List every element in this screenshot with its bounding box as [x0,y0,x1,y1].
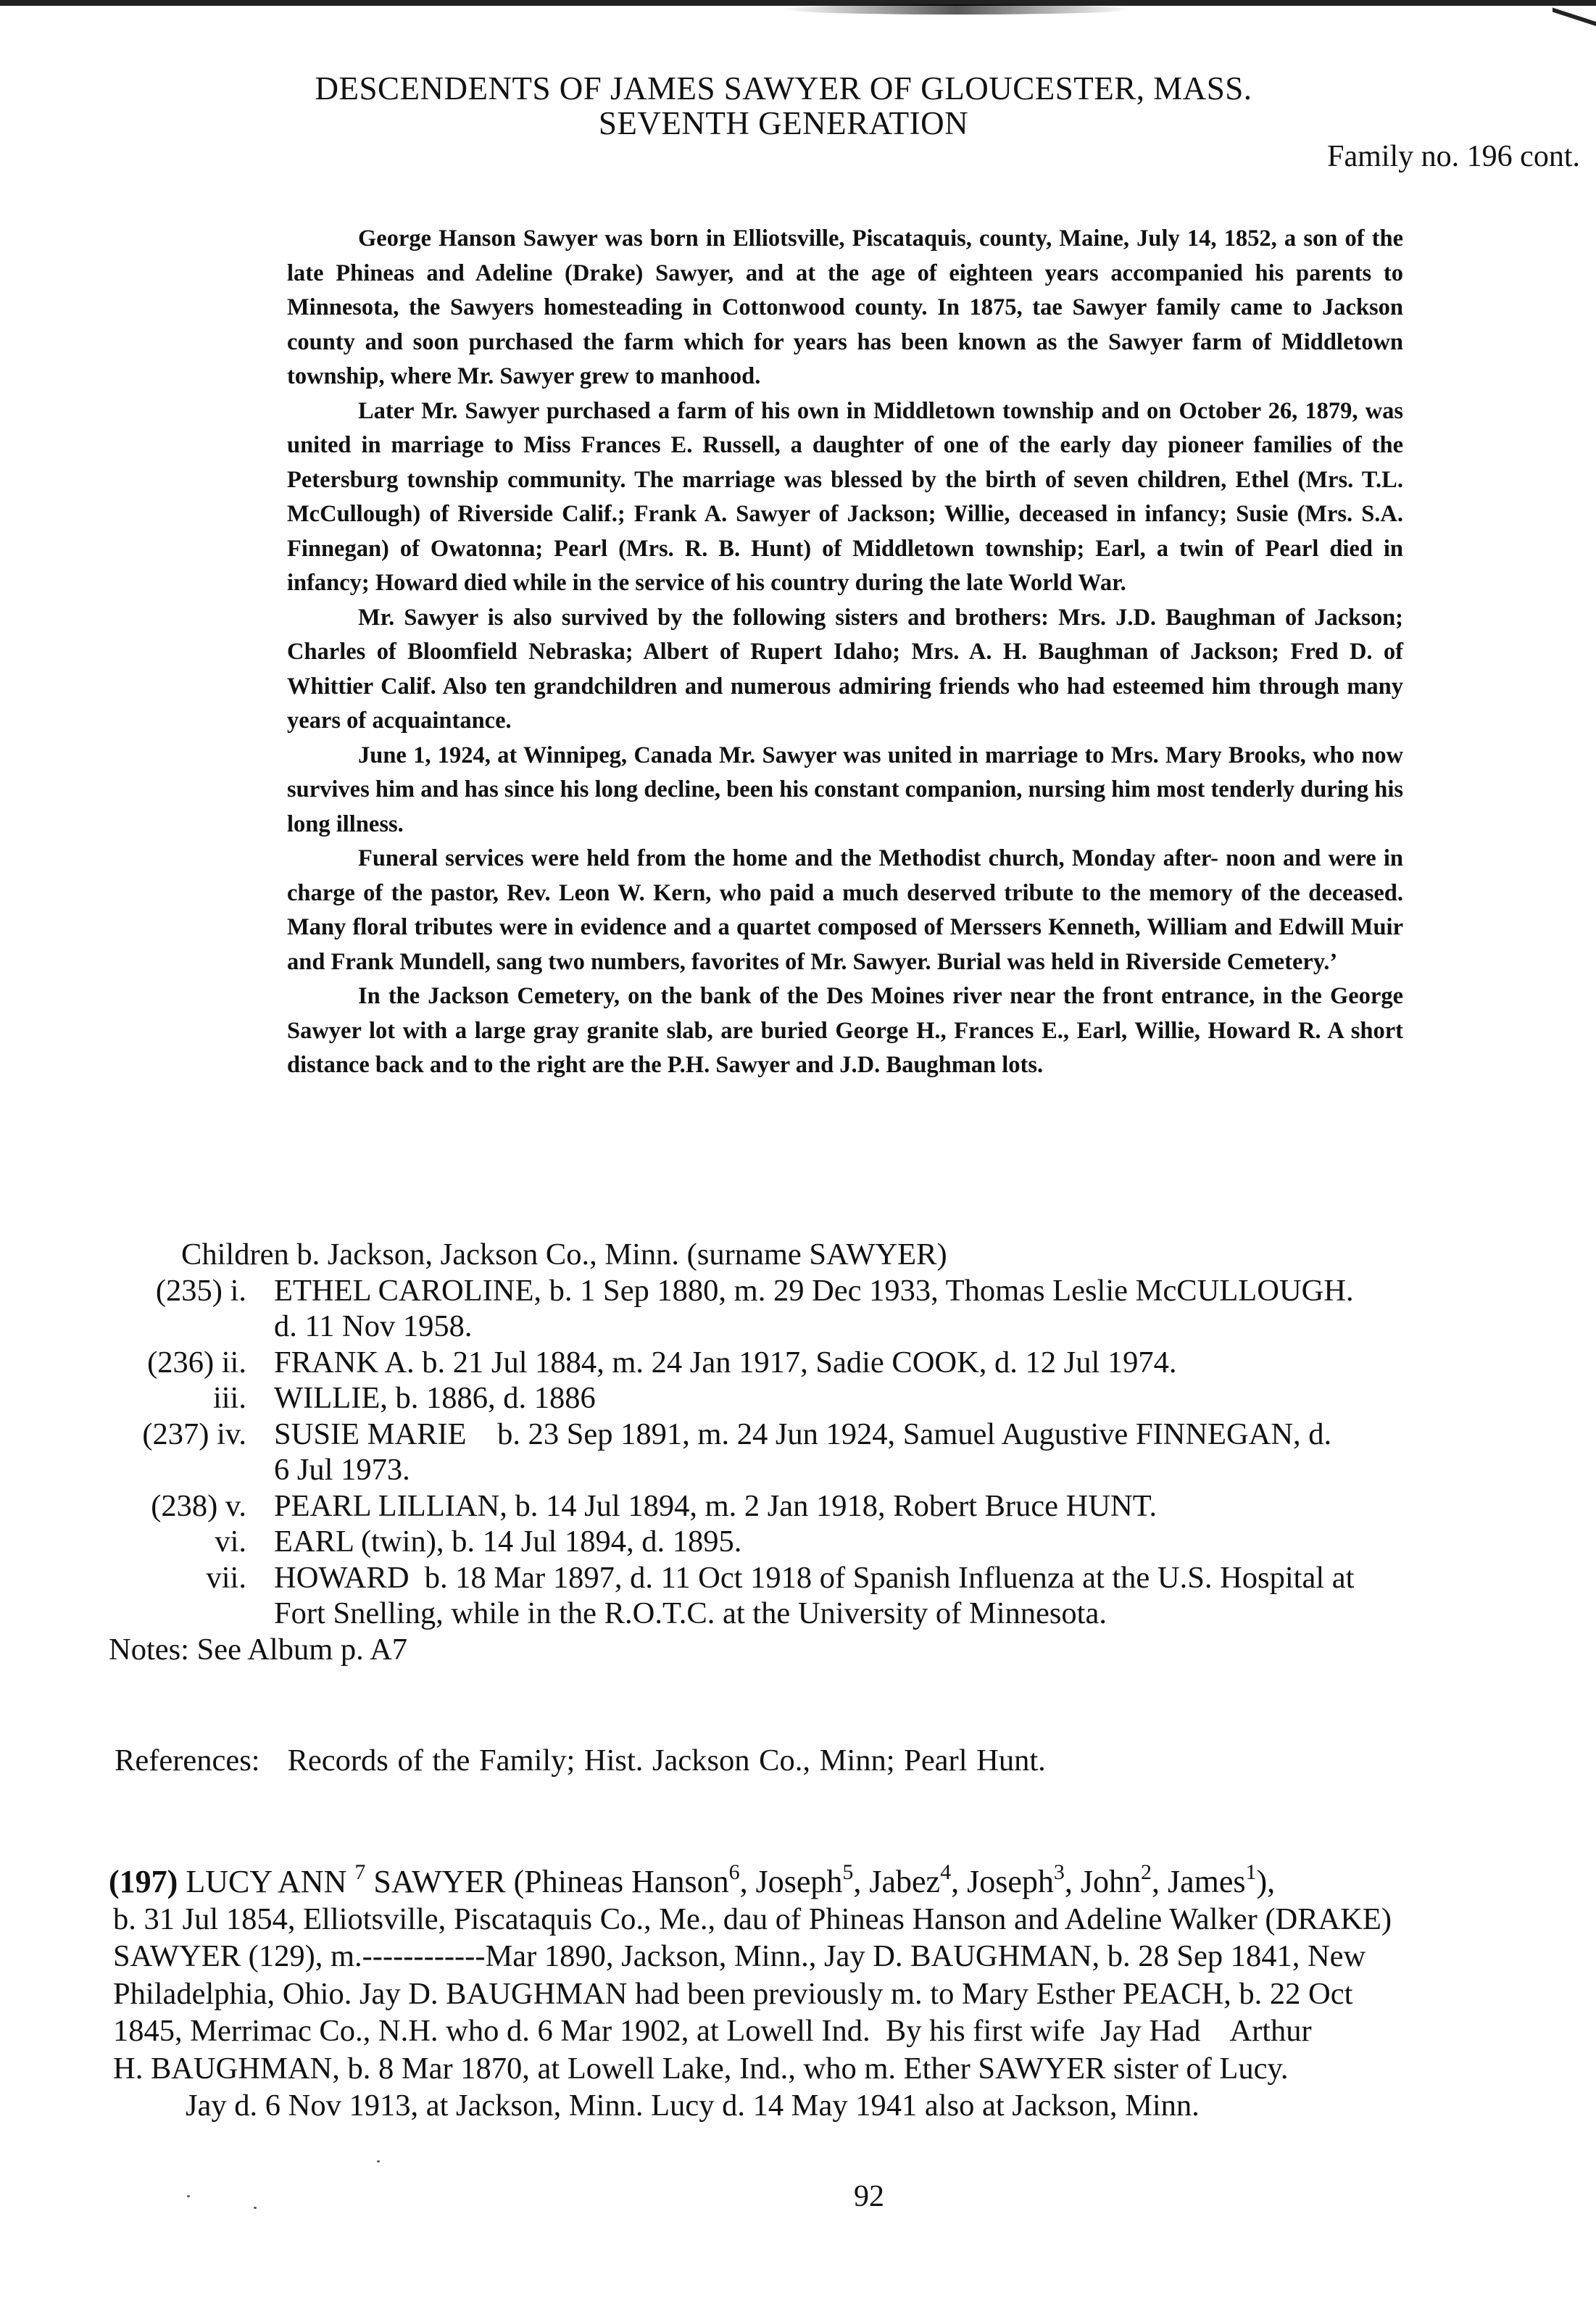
lucy-line: 1845, Merrimac Co., N.H. who d. 6 Mar 1902, at Lowell Ind. By his first wife Jay Had Arthur [113,2014,1312,2048]
references-label: References: [115,1743,260,1778]
article-paragraph: Later Mr. Sawyer purchased a farm of his own in Middletown township and on October 26, 1879, was united in marriage to Miss Frances E. Russell, a daughter of one of the early day pioneer families of the Petersburg township community. The marriage was blessed by the birth of seven children, Ethel (Mrs. T.L. McCullough) of Riverside Calif.; Frank A. Sawyer of Jackson; Willie, deceased in infancy; Susie (Mrs. S.A. Finnegan) of Owatonna; Pearl (Mrs. R. B. Hunt) of Middletown township; Earl, a twin of Pearl died in infancy; Howard died while in the service of his country during the late World War. [287,397,1403,596]
ancestor-name: John [1080,1864,1141,1899]
child-ref-number: (235) i. [155,1273,246,1308]
article-paragraph: June 1, 1924, at Winnipeg, Canada Mr. Sawyer was united in marriage to Mrs. Mary Brooks, who now survives him and has since his long decline, been his constant companion, nursing him most tenderly during his long illness. [287,742,1403,837]
child-ref-number: iii. [212,1381,246,1415]
child-entry [109,1273,1544,1345]
child-ref-number: vii. [206,1560,246,1595]
child-entry [109,1488,1544,1525]
entry-number: (197) [109,1864,178,1899]
ancestor-name: Phineas Hanson [524,1864,729,1899]
entry-name: LUCY ANN [186,1864,347,1899]
entry-surname: SAWYER [373,1864,506,1899]
child-text-continued: d. 11 Nov 1958. [274,1309,473,1343]
lucy-body [113,1901,1529,2125]
child-ref-number: (236) ii. [147,1345,246,1380]
lucy-line: Philadelphia, Ohio. Jay D. BAUGHMAN had been previously m. to Mary Esther PEACH, b. 22 Oct [113,1976,1353,2011]
page-number: 92 [854,2180,884,2213]
child-text-continued: 6 Jul 1973. [274,1453,410,1487]
notes-text: See Album p. A7 [196,1632,408,1667]
header-subtitle: SEVENTH GENERATION [598,105,969,141]
scan-smudge [783,4,1131,14]
obituary-article [287,222,1403,1083]
scan-speck [377,2160,380,2162]
lucy-ann-entry [109,1860,1529,2125]
notes-line [109,1632,1544,1668]
lucy-line: b. 31 Jul 1854, Elliotsville, Piscataquis Co., Me., dau of Phineas Hanson and Adeline Walker (DRAKE) [113,1902,1392,1936]
child-entry [109,1380,1544,1417]
article-paragraph: In the Jackson Cemetery, on the bank of the Des Moines river near the front entrance, in the George Sawyer lot with a large gray granite slab, are buried George H., Frances E., Earl, Willie, Howard R. A short distance back and to the right are the P.H. Sawyer and J.D. Baughman lots. [287,983,1403,1078]
lucy-line: Jay d. 6 Nov 1913, at Jackson, Minn. Lucy d. 14 May 1941 also at Jackson, Minn. [186,2089,1200,2123]
article-paragraph: George Hanson Sawyer was born in Elliotsville, Piscataquis, county, Maine, July 14, 1852, a son of the late Phineas and Adeline (Drake) Sawyer, and at the age of eighteen years accompanied his parents to Minnesota, the Sawyers homesteading in Cottonwood county. In 1875, tae Sawyer family came to Jackson county and soon purchased the farm which for years has been known as the Sawyer farm of Middletown township, where Mr. Sawyer grew to manhood. [287,225,1403,389]
article-paragraph: Mr. Sawyer is also survived by the following sisters and brothers: Mrs. J.D. Baughman of Jackson; Charles of Bloomfield Nebraska; Albert of Rupert Idaho; Mrs. A. H. Baughman of Jackson; Fred D. of Whittier Calif. Also ten grandchildren and numerous admiring friends who had esteemed him through many years of acquaintance. [287,604,1403,734]
child-text: ETHEL CAROLINE, b. 1 Sep 1880, m. 29 Dec 1933, Thomas Leslie McCULLOUGH. d. 11 Nov 1958. [252,1273,1544,1345]
child-ref-number: (237) iv. [142,1417,246,1451]
child-text: EARL (twin), b. 14 Jul 1894, d. 1895. [274,1525,742,1559]
ancestor-name: James [1168,1864,1246,1899]
header-title: DESCENDENTS OF JAMES SAWYER OF GLOUCESTER, MASS. [315,70,1252,107]
child-text: FRANK A. b. 21 Jul 1884, m. 24 Jan 1917, Sadie COOK, d. 12 Jul 1974. [274,1345,1177,1380]
scan-corner-mark [1553,0,1596,26]
family-number: Family no. 196 cont. [1327,140,1580,173]
child-entry [109,1560,1544,1632]
ancestor-name: Jabez [869,1864,941,1899]
child-entry [109,1524,1544,1560]
scan-speck [254,2207,257,2209]
ancestor-name: Joseph [967,1864,1054,1899]
lucy-line: SAWYER (129), m.------------Mar 1890, Jackson, Minn., Jay D. BAUGHMAN, b. 28 Sep 1841, New [113,1939,1366,1973]
children-list [109,1237,1544,1667]
notes-label: Notes: [109,1632,189,1667]
child-text: HOWARD b. 18 Mar 1897, d. 11 Oct 1918 of Spanish Influenza at the U.S. Hospital at Fort Snelling, while in the R.O.T.C. at the University of Minnesota. [252,1560,1544,1632]
children-heading: Children b. Jackson, Jackson Co., Minn. (surname SAWYER) [181,1237,947,1272]
child-text-continued: Fort Snelling, while in the R.O.T.C. at the University of Minnesota. [274,1596,1107,1630]
child-text: SUSIE MARIE b. 23 Sep 1891, m. 24 Jun 1924, Samuel Augustive FINNEGAN, d. 6 Jul 1973. [252,1417,1544,1488]
references-text: Records of the Family; Hist. Jackson Co., Minn; Pearl Hunt. [287,1743,1046,1778]
ancestor-name: Joseph [755,1864,843,1899]
lucy-line: H. BAUGHMAN, b. 8 Mar 1870, at Lowell Lake, Ind., who m. Ether SAWYER sister of Lucy. [113,2051,1289,2086]
child-ref-number: (238) v. [151,1488,246,1523]
child-text: WILLIE, b. 1886, d. 1886 [274,1381,596,1415]
lucy-heading: (197) LUCY ANN $^7$ SAWYER (Phineas Hanson$^6$, Joseph$^5$, Jabez$^4$, Joseph$^3$, John$^2$, James$^1$), [109,1860,1276,1899]
child-entry [109,1345,1544,1381]
child-entry [109,1417,1544,1488]
generation-number: 7 [354,1860,366,1884]
scan-speck [187,2195,190,2197]
article-paragraph: Funeral services were held from the home and the Methodist church, Monday after- noon and were in charge of the pastor, Rev. Leon W. Kern, who paid a much deserved tribute to the memory of the deceased. Many floral tributes were in evidence and a quartet composed of Merssers Kenneth, William and Edwill Muir and Frank Mundell, sang two numbers, favorites of Mr. Sawyer. Burial was held in Riverside Cemetery.’ [287,845,1403,975]
child-text: PEARL LILLIAN, b. 14 Jul 1894, m. 2 Jan 1918, Robert Bruce HUNT. [274,1488,1157,1523]
references-line [115,1743,1046,1778]
child-ref-number: vi. [215,1525,246,1559]
scan-top-edge [0,0,1596,6]
